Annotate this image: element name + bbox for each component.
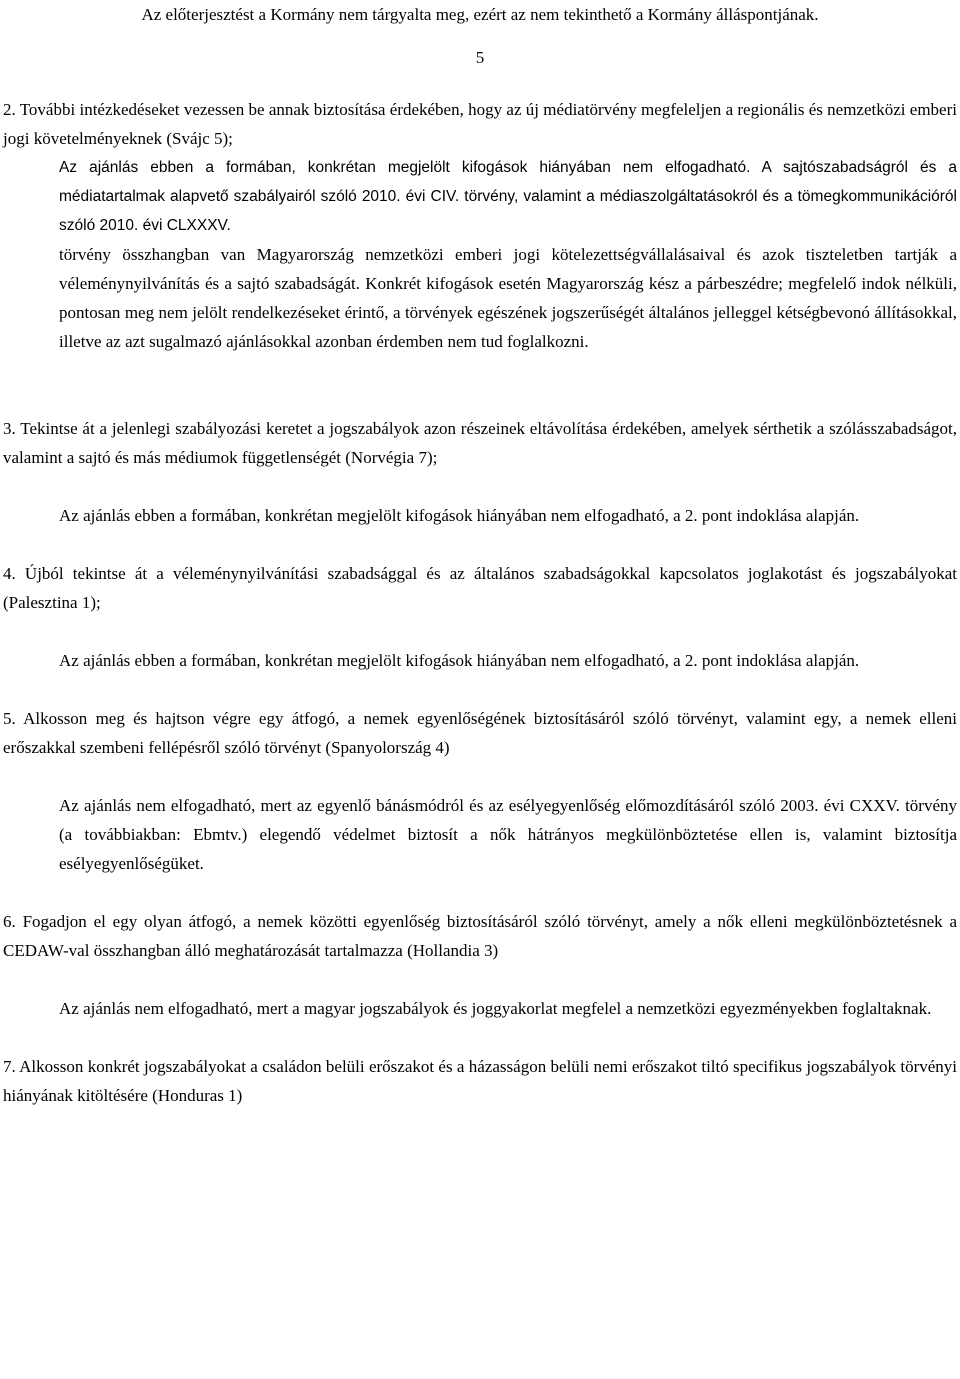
response-2-lead: Az ajánlás ebben a formában, konkrétan megjelölt kifogások hiányában nem elfogadható. A sajtószabadságról és a médiatartalmak alapvető szabályairól szóló 2010. évi CIV. törvény, valamint a médiaszolgáltatásokról és a tömegkommunikációról szóló 2010. évi CLXXXV. — [59, 159, 957, 234]
response-2-rest: törvény összhangban van Magyarország nemzetközi emberi jogi kötelezettségvállalásaival és azok tiszteletben tartják a véleménynyilvánítás és a sajtó szabadságát. Konkrét kifogások esetén Magyarország kész a párbeszédre; megfelelő indok nélküli, pontosan meg nem jelölt rendelkezéseket érintő, a törvények egészének jogszerűségét általános jelleggel kétségbevonó állításokkal, illetve az azt sugalmazó ajánlásokkal azonban érdemben nem tud foglalkozni. — [59, 245, 957, 351]
recommendation-2: 2. További intézkedéseket vezessen be annak biztosítása érdekében, hogy az új médiatörvény megfeleljen a regionális és nemzetközi emberi jogi követelményeknek (Svájc 5); — [3, 100, 957, 148]
response-3: Az ajánlás ebben a formában, konkrétan megjelölt kifogások hiányában nem elfogadható, a 2. pont indoklása alapján. — [59, 506, 860, 525]
disclaimer-header: Az előterjesztést a Kormány nem tárgyalta meg, ezért az nem tekinthető a Kormány álláspontjának. — [141, 5, 819, 24]
page-number: 5 — [475, 48, 485, 67]
response-4: Az ajánlás ebben a formában, konkrétan megjelölt kifogások hiányában nem elfogadható, a 2. pont indoklása alapján. — [59, 651, 860, 670]
document-body — [3, 95, 957, 1110]
recommendation-7: 7. Alkosson konkrét jogszabályokat a családon belüli erőszakot és a házasságon belüli nemi erőszakot tiltó specifikus jogszabályok törvényi hiányának kitöltésére (Honduras 1) — [3, 1057, 957, 1105]
response-5: Az ajánlás nem elfogadható, mert az egyenlő bánásmódról és az esélyegyenlőség előmozdításáról szóló 2003. évi CXXV. törvény (a továbbiakban: Ebmtv.) elegendő védelmet biztosít a nők hátrányos megkülönböztetése ellen is, valamint biztosítja esélyegyenlőségüket. — [59, 796, 957, 873]
recommendation-4: 4. Újból tekintse át a véleménynyilvánítási szabadsággal és az általános szabadságokkal kapcsolatos joglakotást és jogszabályokat (Palesztina 1); — [3, 564, 957, 612]
recommendation-5: 5. Alkosson meg és hajtson végre egy átfogó, a nemek egyenlőségének biztosításáról szóló törvényt, valamint egy, a nemek elleni erőszakkal szembeni fellépésről szóló törvényt (Spanyolország 4) — [3, 709, 957, 757]
recommendation-6: 6. Fogadjon el egy olyan átfogó, a nemek közötti egyenlőség biztosításáról szóló törvényt, amely a nők elleni megkülönböztetésnek a CEDAW-val összhangban álló meghatározását tartalmazza (Hollandia 3) — [3, 912, 957, 960]
response-6: Az ajánlás nem elfogadható, mert a magyar jogszabályok és joggyakorlat megfelel a nemzetközi egyezményekben foglaltaknak. — [59, 999, 932, 1018]
recommendation-3: 3. Tekintse át a jelenlegi szabályozási keretet a jogszabályok azon részeinek eltávolítása érdekében, amelyek sérthetik a szólásszabadságot, valamint a sajtó és más médiumok függetlenségét (Norvégia 7); — [3, 419, 957, 467]
